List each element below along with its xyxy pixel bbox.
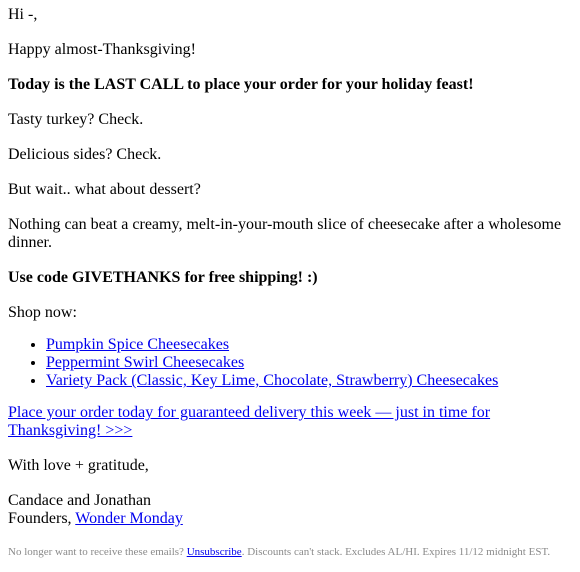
greeting-text: Hi -, [8, 6, 38, 23]
list-item [46, 336, 574, 354]
dessert-question-text: But wait.. what about dessert? [8, 181, 201, 198]
place-order-link[interactable]: Place your order today for guaranteed delivery this week — just in time for Thanksgiving! >>> [8, 404, 491, 439]
footer-suffix: . Discounts can't stack. Excludes AL/HI. Expires 11/12 midnight EST. [241, 546, 551, 558]
shop-now-label: Shop now: [8, 304, 77, 321]
footer-text [8, 546, 574, 559]
variety-pack-link[interactable]: Variety Pack (Classic, Key Lime, Chocolate, Strawberry) Cheesecakes [46, 372, 499, 389]
founders-prefix: Founders, [8, 510, 76, 527]
founders-line [8, 510, 574, 528]
last-call-heading: Today is the LAST CALL to place your order for your holiday feast! [8, 76, 474, 93]
shop-links-list [8, 336, 574, 390]
pumpkin-spice-link[interactable]: Pumpkin Spice Cheesecakes [46, 336, 230, 353]
sides-text: Delicious sides? Check. [8, 146, 162, 163]
promo-code-heading: Use code GIVETHANKS for free shipping! :) [8, 269, 318, 286]
unsubscribe-link[interactable]: Unsubscribe [186, 546, 242, 558]
order-paragraph [8, 404, 574, 440]
cheesecake-pitch-text: Nothing can beat a creamy, melt-in-your-mouth slice of cheesecake after a wholesome dinner. [8, 216, 562, 251]
footer-prefix: No longer want to receive these emails? [8, 546, 187, 558]
signature-names: Candace and Jonathan [8, 492, 152, 509]
email-body [8, 6, 574, 559]
company-link[interactable]: Wonder Monday [75, 510, 183, 527]
peppermint-swirl-link[interactable]: Peppermint Swirl Cheesecakes [46, 354, 245, 371]
list-item [46, 354, 574, 372]
list-item [46, 372, 574, 390]
turkey-text: Tasty turkey? Check. [8, 111, 144, 128]
sign-off-text: With love + gratitude, [8, 457, 149, 474]
intro-text: Happy almost-Thanksgiving! [8, 41, 196, 58]
